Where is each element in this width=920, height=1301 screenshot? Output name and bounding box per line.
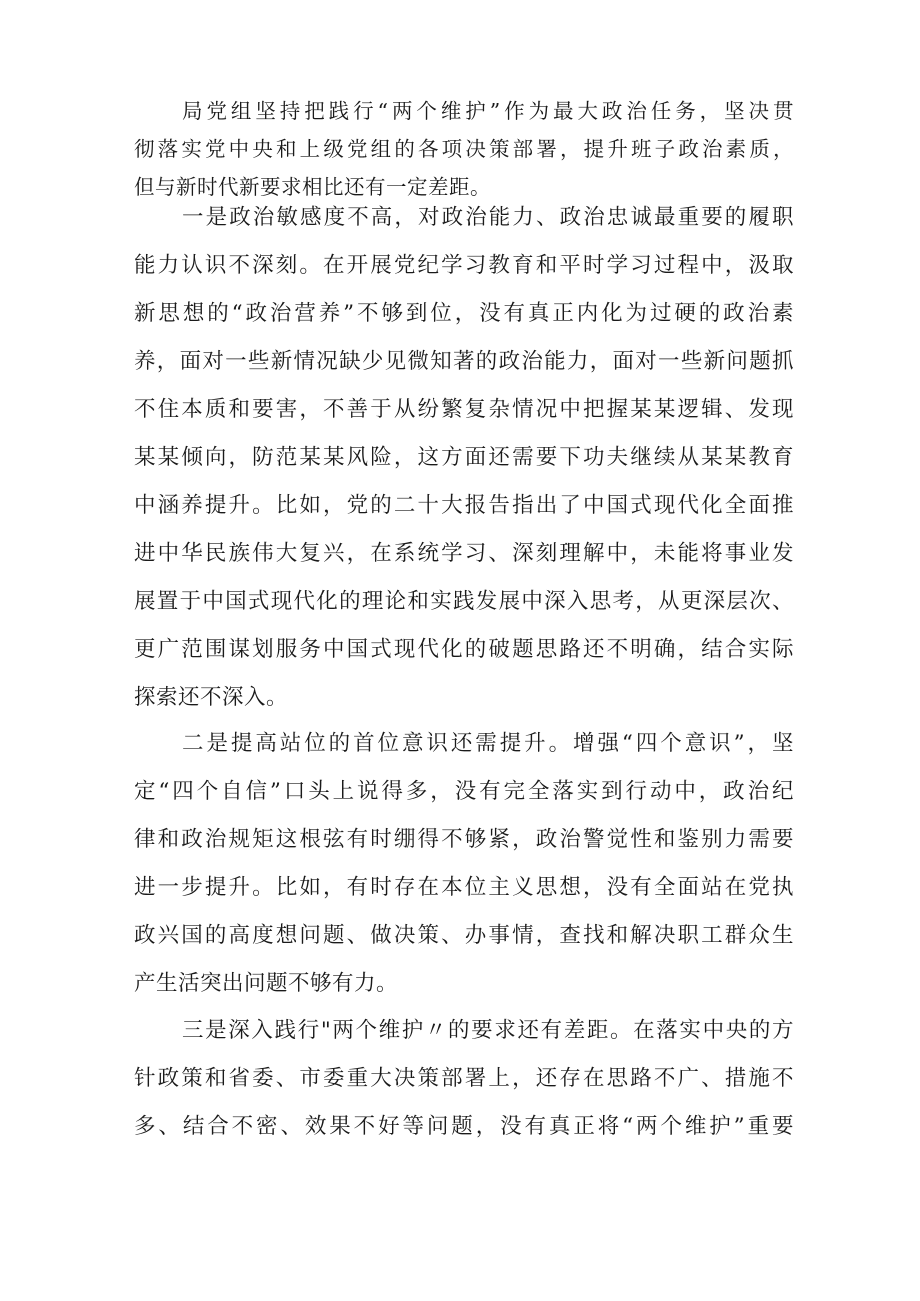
text-line: 二是提高站位的首位意识还需提升。增强“四个意识”，坚 xyxy=(182,731,794,756)
text-line: 养，面对一些新情况缺少见微知著的政治能力，面对一些新问题抓 xyxy=(134,349,794,374)
text-line: 新思想的“政治营养”不够到位，没有真正内化为过硬的政治素 xyxy=(134,301,794,326)
text-line: 不住本质和要害，不善于从纷繁复杂情况中把握某某逻辑、发现 xyxy=(134,397,794,422)
paragraph-point-three xyxy=(134,1007,794,1151)
text-line: 中涵养提升。比如，党的二十大报告指出了中国式现代化全面推 xyxy=(134,493,794,518)
paragraph-intro xyxy=(134,92,794,206)
text-line: 定“四个自信”口头上说得多，没有完全落实到行动中，政治纪 xyxy=(134,779,794,804)
text-line: 彻落实党中央和上级党组的各项决策部署，提升班子政治素质， xyxy=(134,137,794,161)
text-line: 探索还不深入。 xyxy=(134,685,289,710)
text-line: 更广范围谋划服务中国式现代化的破题思路还不明确，结合实际 xyxy=(134,637,794,662)
text-line: 局党组坚持把践行“两个维护”作为最大政治任务，坚决贯 xyxy=(182,99,794,123)
text-line: 进中华民族伟大复兴，在系统学习、深刻理解中，未能将事业发 xyxy=(134,541,794,566)
text-line: 但与新时代新要求相比还有一定差距。 xyxy=(134,175,491,199)
text-line: 产生活突出问题不够有力。 xyxy=(134,971,399,996)
text-line: 律和政治规矩这根弦有时绷得不够紧，政治警觉性和鉴别力需要 xyxy=(134,827,794,852)
text-line: 一是政治敏感度不高，对政治能力、政治忠诚最重要的履职 xyxy=(182,205,794,230)
text-line: 政兴国的高度想问题、做决策、办事情，查找和解决职工群众生 xyxy=(134,923,794,948)
paragraph-point-two xyxy=(134,720,794,1008)
text-line: 针政策和省委、市委重大决策部署上，还存在思路不广、措施不 xyxy=(134,1066,794,1091)
text-line: 三是深入践行"两个维护〃的要求还有差距。在落实中央的方 xyxy=(182,1018,794,1043)
text-line: 展置于中国式现代化的理论和实践发展中深入思考，从更深层次、 xyxy=(134,589,794,614)
paragraph-point-one xyxy=(134,194,794,722)
text-line: 多、结合不密、效果不好等问题，没有真正将“两个维护”重要 xyxy=(134,1114,794,1139)
text-line: 进一步提升。比如，有时存在本位主义思想，没有全面站在党执 xyxy=(134,875,794,900)
text-line: 某某倾向，防范某某风险，这方面还需要下功夫继续从某某教育 xyxy=(134,445,794,470)
text-line: 能力认识不深刻。在开展党纪学习教育和平时学习过程中，汲取 xyxy=(134,253,794,278)
